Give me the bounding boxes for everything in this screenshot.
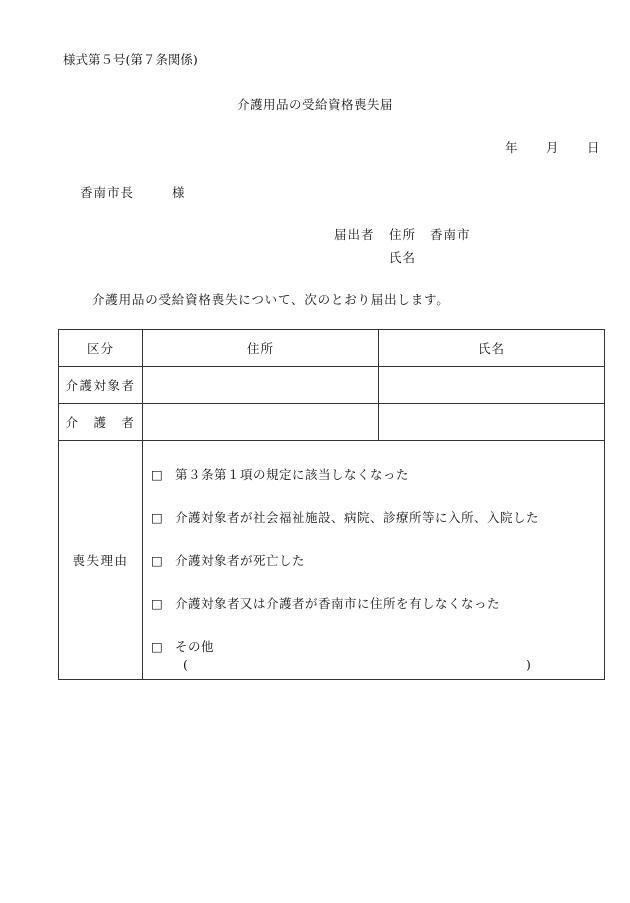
- date-year-label: 年: [505, 140, 518, 155]
- reason-option[interactable]: [151, 637, 214, 655]
- reason-option[interactable]: [151, 508, 539, 526]
- applicant-address-value: 香南市: [430, 227, 471, 242]
- care-recipient-name-cell[interactable]: [379, 367, 605, 404]
- row-label-caregiver: 介 護 者: [59, 404, 143, 441]
- addressee-honorific: 様: [172, 185, 185, 200]
- reason-option-label: 第３条第１項の規定に該当しなくなった: [175, 467, 410, 482]
- statement-text: 介護用品の受給資格喪失について、次のとおり届出します。: [92, 292, 450, 307]
- care-recipient-address-cell[interactable]: [143, 367, 379, 404]
- addressee-name: 香南市長: [80, 185, 135, 200]
- reason-option-label: 介護対象者が死亡した: [175, 553, 306, 568]
- date-day-label: 日: [587, 140, 600, 155]
- reason-option-label: 介護対象者が社会福祉施設、病院、診療所等に入所、入院した: [175, 510, 540, 525]
- applicant-label: 届出者: [334, 227, 375, 242]
- form-number: 様式第５号(第７条関係): [63, 52, 198, 67]
- caregiver-name-cell[interactable]: [379, 404, 605, 441]
- table-header-row: [59, 330, 605, 367]
- table-row: [59, 404, 605, 441]
- checkbox-icon[interactable]: □: [151, 639, 164, 654]
- reason-option[interactable]: [151, 551, 305, 569]
- reason-row: [59, 441, 605, 680]
- checkbox-icon[interactable]: □: [151, 596, 164, 611]
- form-table: [58, 329, 605, 680]
- reason-label: 喪失理由: [59, 441, 143, 680]
- caregiver-address-cell[interactable]: [143, 404, 379, 441]
- reason-option[interactable]: [151, 465, 409, 483]
- other-close-paren: ): [526, 657, 531, 672]
- other-open-paren: (: [183, 657, 188, 672]
- reason-options-cell: [143, 441, 605, 680]
- checkbox-icon[interactable]: □: [151, 467, 164, 482]
- reason-option-label: 介護対象者又は介護者が香南市に住所を有しなくなった: [175, 596, 501, 611]
- header-category: 区分: [59, 330, 143, 367]
- checkbox-icon[interactable]: □: [151, 553, 164, 568]
- applicant-address-label: 住所: [389, 227, 417, 242]
- table-row: [59, 367, 605, 404]
- header-name: 氏名: [379, 330, 605, 367]
- reason-option[interactable]: [151, 594, 500, 612]
- checkbox-icon[interactable]: □: [151, 510, 164, 525]
- applicant-name-label: 氏名: [389, 250, 417, 265]
- row-label-care-recipient: 介護対象者: [59, 367, 143, 404]
- reason-option-label: その他: [175, 639, 215, 654]
- date-month-label: 月: [546, 140, 559, 155]
- header-address: 住所: [143, 330, 379, 367]
- document-title: 介護用品の受給資格喪失届: [236, 97, 393, 112]
